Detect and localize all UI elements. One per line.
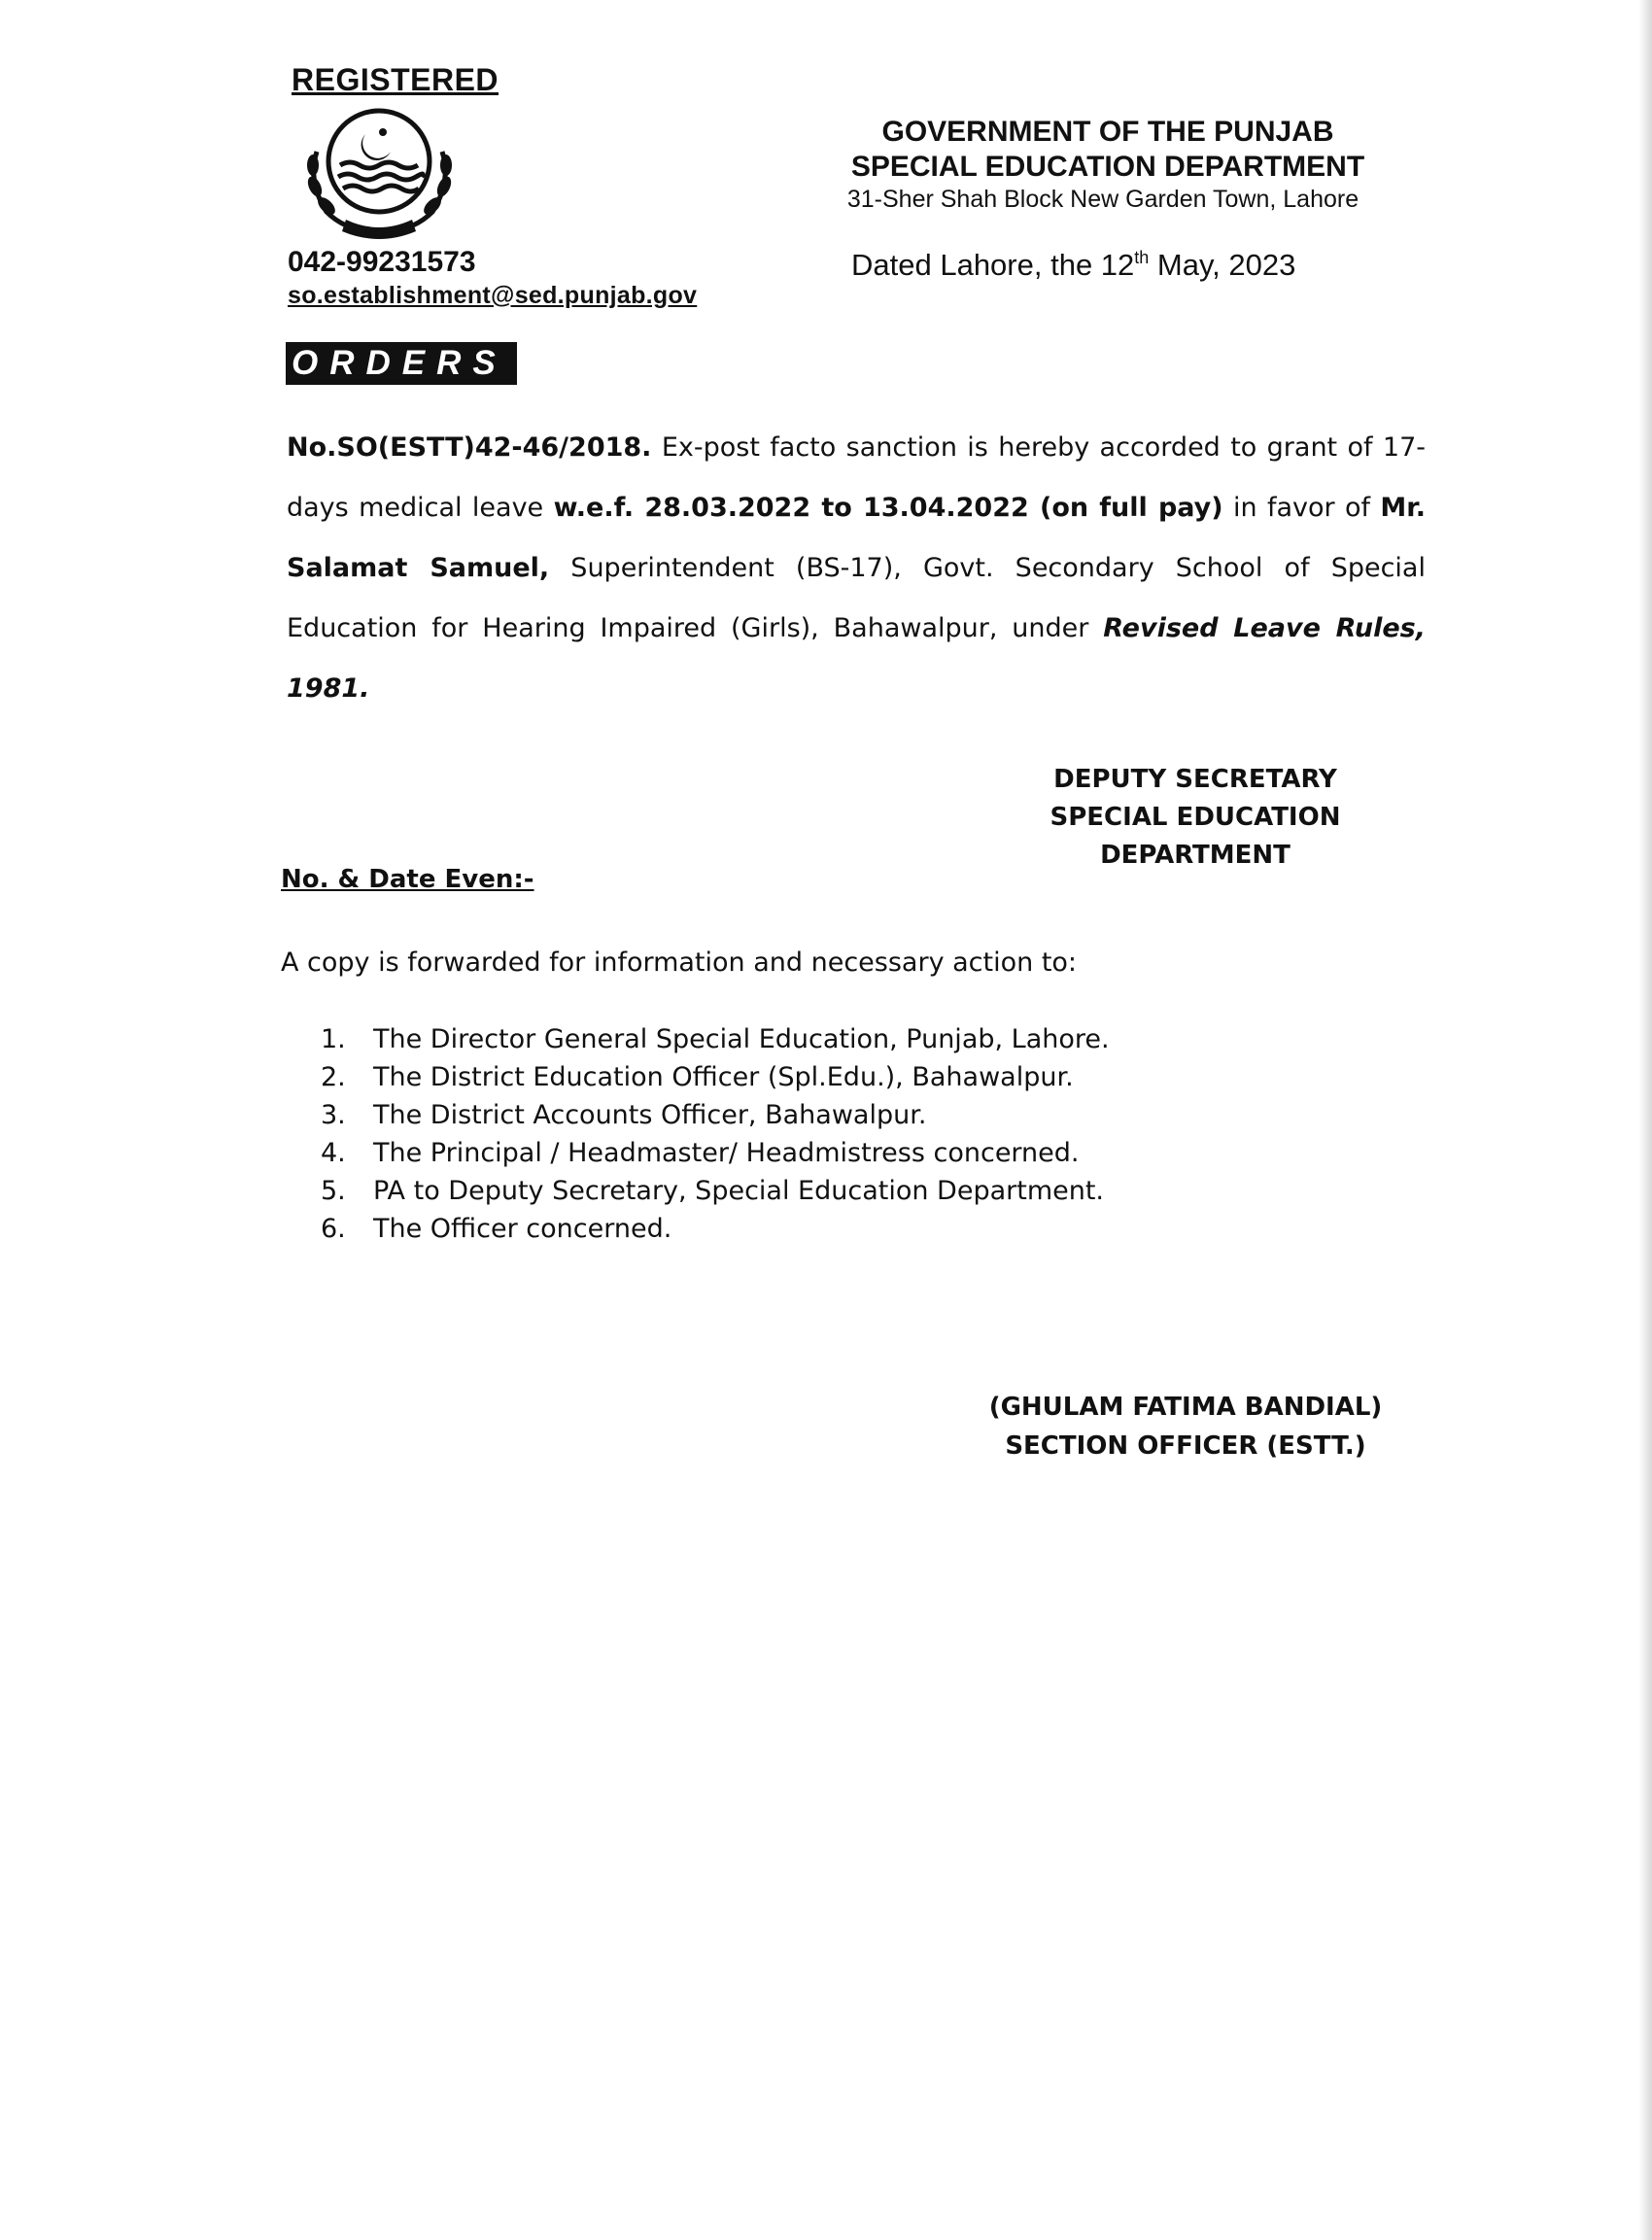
section-officer-signature [972, 1388, 1399, 1465]
dated-superscript: th [1134, 248, 1150, 267]
order-text-2: in favor of [1222, 493, 1381, 523]
email-address[interactable]: so.establishment@sed.punjab.gov [288, 282, 698, 309]
section-officer-name: (GHULAM FATIMA BANDIAL) [988, 1393, 1383, 1422]
order-paragraph [287, 418, 1426, 719]
leave-rules: Revised Leave Rules, 1981. [287, 613, 1427, 704]
list-text: The Officer concerned. [373, 1214, 672, 1244]
department-address: 31-Sher Shah Block New Garden Town, Lahore [846, 186, 1359, 213]
dated-suffix: May, 2023 [1149, 248, 1296, 282]
list-number: 6. [321, 1214, 346, 1244]
no-date-even: No. & Date Even:- [281, 865, 534, 894]
government-name: GOVERNMENT OF THE PUNJAB [881, 116, 1334, 148]
list-item [321, 1096, 1110, 1134]
department-name: SPECIAL EDUCATION DEPARTMENT [850, 151, 1365, 183]
order-text-1: Ex-post facto sanction is hereby accorded to grant of 17-days medical leave [287, 432, 1426, 523]
deputy-line-3: DEPARTMENT [1100, 841, 1291, 870]
list-number: 3. [321, 1100, 346, 1130]
list-number: 2. [321, 1062, 346, 1092]
list-text: The District Accounts Officer, Bahawalpur. [373, 1100, 927, 1130]
list-item [321, 1020, 1110, 1058]
page-edge [1638, 0, 1652, 2240]
list-text: The Principal / Headmaster/ Headmistress concerned. [373, 1138, 1080, 1168]
list-item [321, 1134, 1110, 1172]
list-number: 1. [321, 1024, 346, 1054]
deputy-line-2: SPECIAL EDUCATION [1050, 803, 1341, 832]
list-item [321, 1058, 1110, 1096]
dated-line [851, 248, 1295, 283]
copy-intro: A copy is forwarded for information and necessary action to: [281, 948, 1078, 978]
orders-heading: ORDERS [286, 342, 517, 385]
list-text: PA to Deputy Secretary, Special Education Department. [373, 1176, 1105, 1206]
list-number: 4. [321, 1138, 346, 1168]
deputy-line-1: DEPUTY SECRETARY [1053, 765, 1337, 794]
list-text: The District Education Officer (Spl.Edu.), Bahawalpur. [373, 1062, 1074, 1092]
section-officer-title: SECTION OFFICER (ESTT.) [1005, 1431, 1366, 1461]
leave-period: w.e.f. 28.03.2022 to 13.04.2022 (on full pay) [553, 493, 1223, 523]
dated-prefix: Dated Lahore, the 12 [851, 248, 1135, 282]
registered-label: REGISTERED [292, 62, 499, 97]
deputy-secretary-signature [1011, 761, 1380, 875]
phone-number: 042-99231573 [288, 246, 476, 278]
order-reference: No.SO(ESTT)42-46/2018. [287, 432, 652, 463]
letterhead-title [821, 115, 1394, 185]
list-text: The Director General Special Education, Punjab, Lahore. [373, 1024, 1110, 1054]
list-item [321, 1172, 1110, 1210]
employee-name: Mr. Salamat Samuel, [287, 493, 1426, 583]
distribution-list [321, 1020, 1110, 1248]
list-item [321, 1210, 1110, 1248]
punjab-emblem-icon [290, 105, 469, 241]
order-text-3: Superintendent (BS-17), Govt. Secondary School of Special Education for Hearing Impaired (Girls), Bahawalpur, under [287, 553, 1426, 643]
list-number: 5. [321, 1176, 346, 1206]
